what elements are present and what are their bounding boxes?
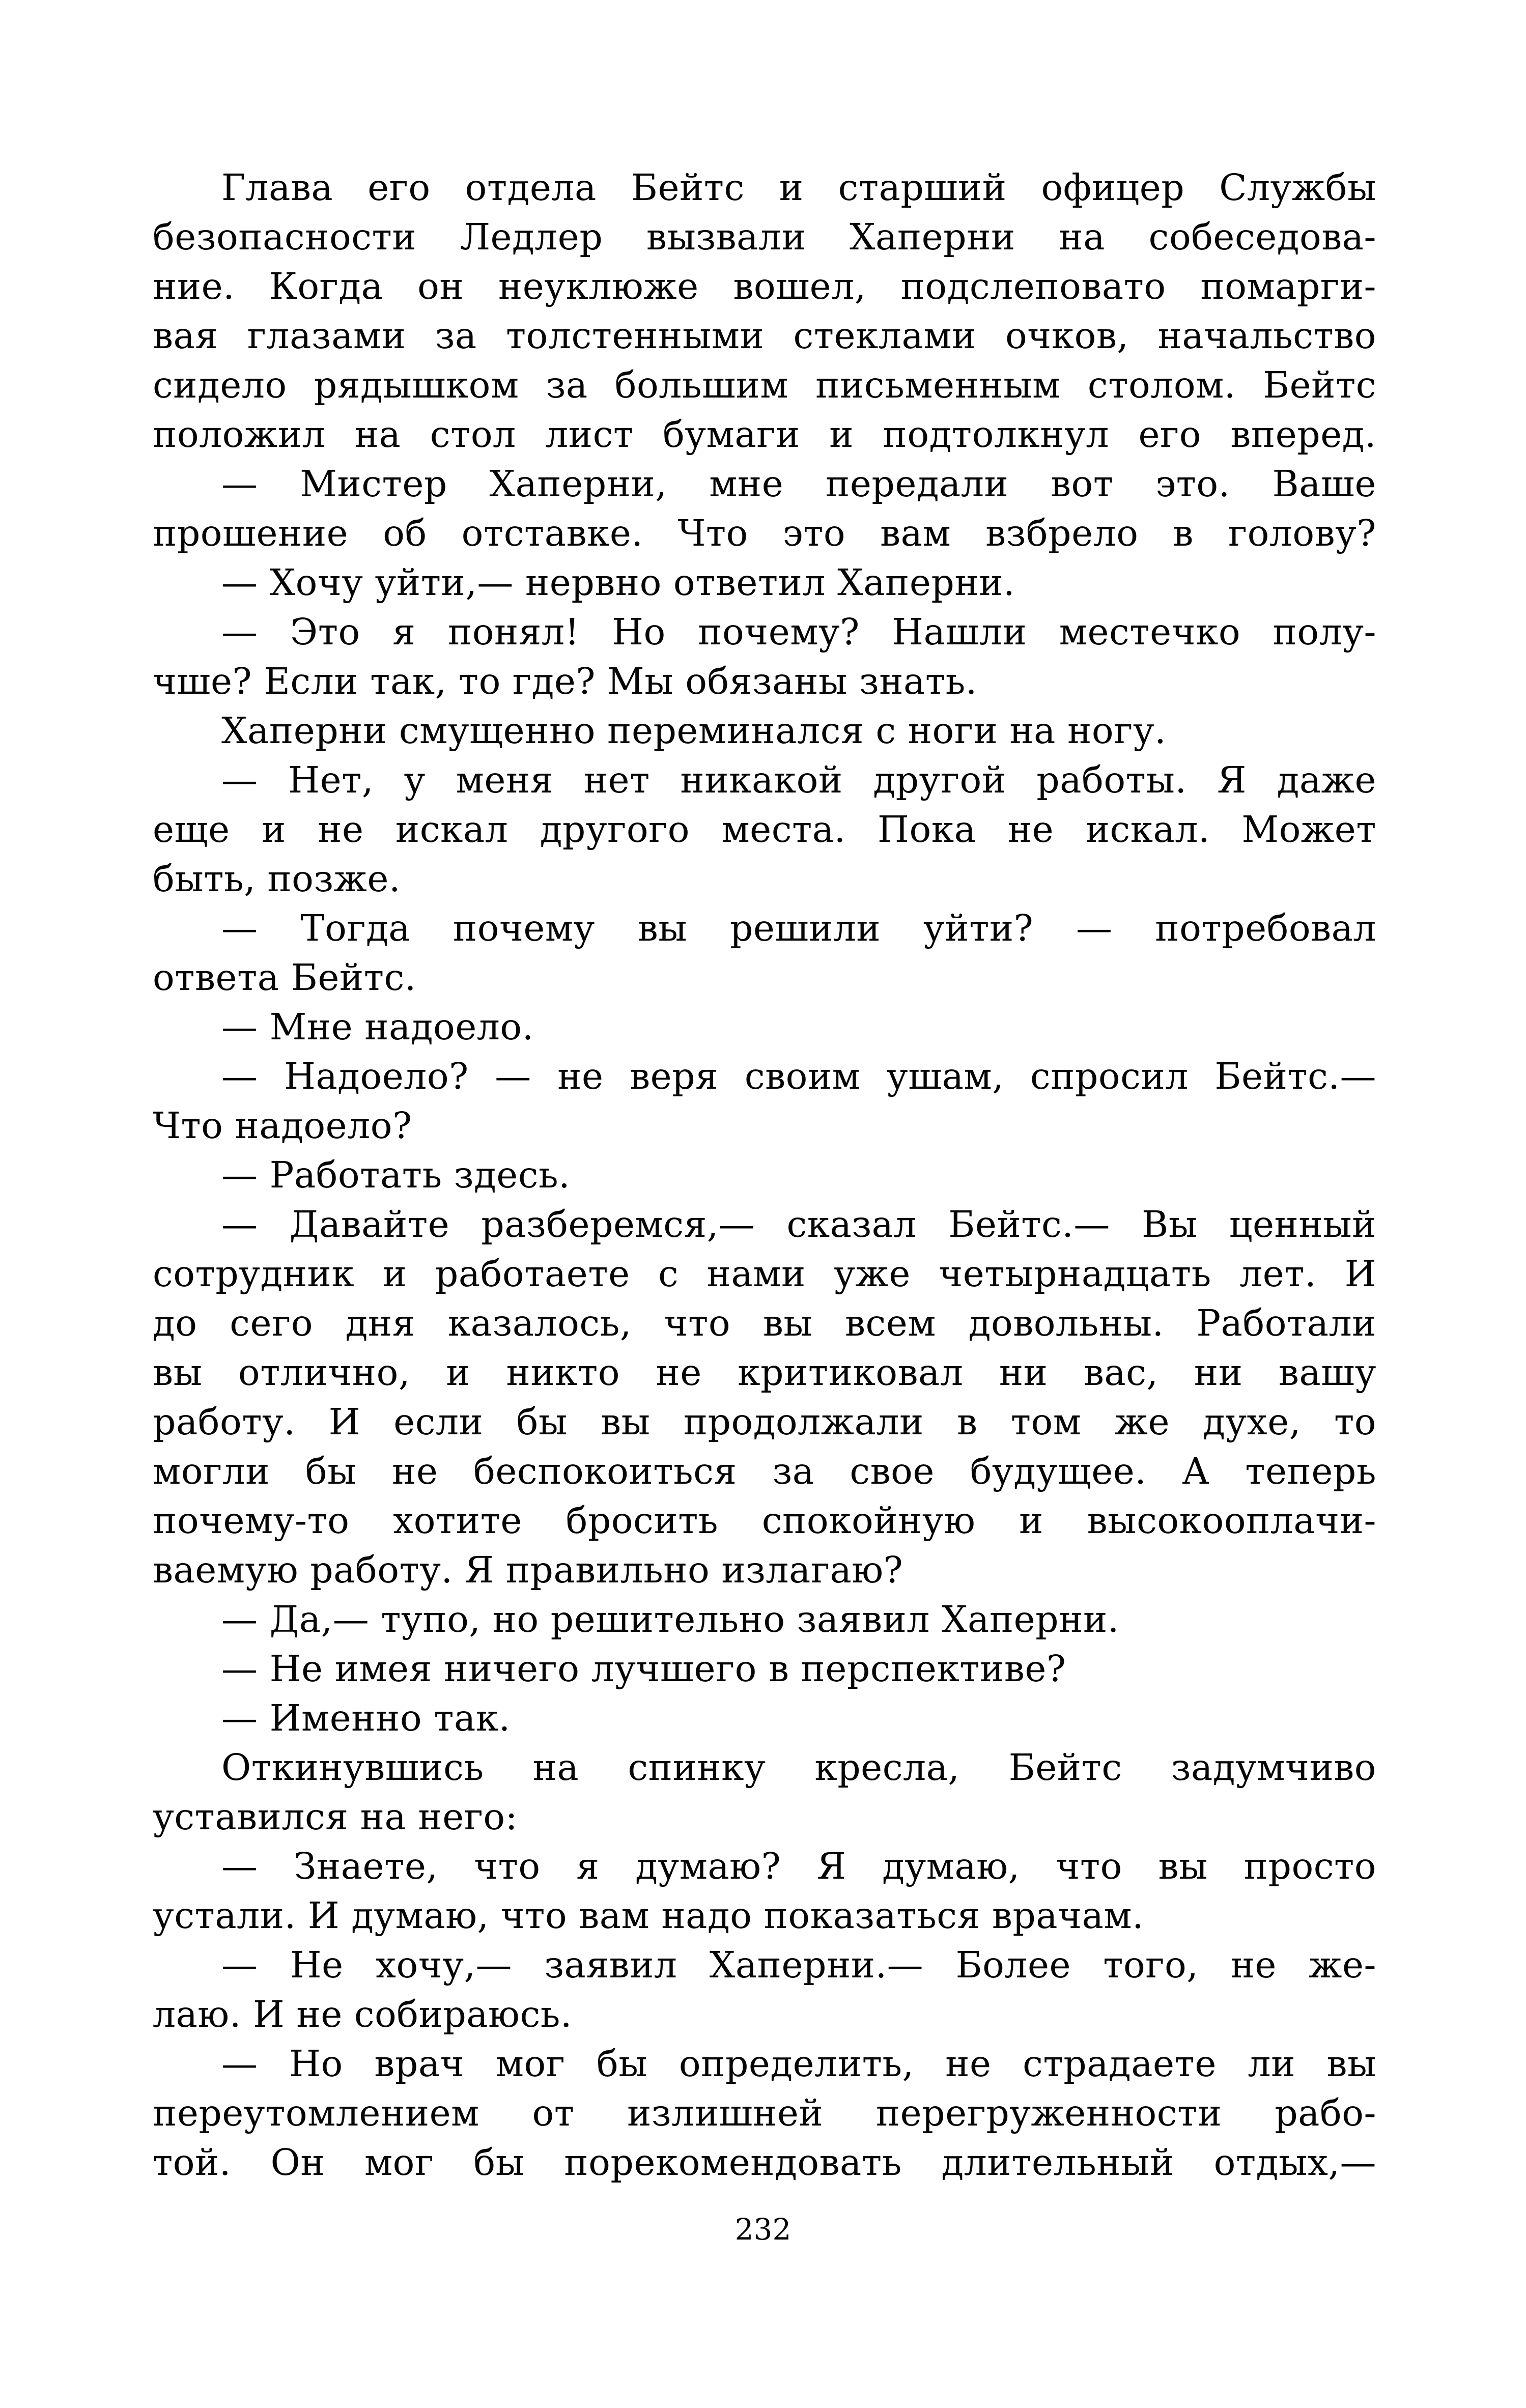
text-line: уставился на него: xyxy=(153,1796,518,1838)
text-line: — Нет, у меня нет никакой другой работы. Я даже xyxy=(221,759,1376,801)
text-line: — Мне надоело. xyxy=(221,1006,534,1048)
text-line: сидело рядышком за большим письменным столом. Бейтс xyxy=(153,364,1376,406)
text-line: — Не хочу,— заявил Хаперни.— Более того, не же- xyxy=(221,1944,1376,1986)
text-block xyxy=(153,163,1376,2187)
text-line: — Мистер Хаперни, мне передали вот это. Ваше xyxy=(221,463,1376,505)
text-line: — Знаете, что я думаю? Я думаю, что вы просто xyxy=(221,1845,1376,1887)
text-line: — Хочу уйти,— нервно ответил Хаперни. xyxy=(221,561,1015,604)
page-number: 232 xyxy=(734,2212,792,2247)
text-line: той. Он мог бы порекомендовать длительный отдых,— xyxy=(153,2141,1376,2184)
text-line: безопасности Ледлер вызвали Хаперни на собеседова- xyxy=(153,216,1376,258)
text-line: ние. Когда он неуклюже вошел, подслеповато помарги- xyxy=(153,265,1376,307)
text-line: еще и не искал другого места. Пока не искал. Может xyxy=(153,808,1376,851)
text-line: устали. И думаю, что вам надо показаться врачам. xyxy=(153,1894,1144,1937)
text-line: почему-то хотите бросить спокойную и высокооплачи- xyxy=(153,1499,1376,1542)
text-line: Хаперни смущенно переминался с ноги на ногу. xyxy=(221,710,1167,752)
text-line: — Именно так. xyxy=(221,1697,511,1739)
text-line: — Надоело? — не веря своим ушам, спросил Бейтс.— xyxy=(221,1055,1376,1097)
text-line: до сего дня казалось, что вы всем довольны. Работали xyxy=(153,1302,1376,1344)
text-line: — Давайте разберемся,— сказал Бейтс.— Вы ценный xyxy=(221,1203,1376,1245)
text-line: прошение об отставке. Что это вам взбрело в голову? xyxy=(153,512,1376,554)
text-line: — Тогда почему вы решили уйти? — потребовал xyxy=(221,907,1376,949)
text-line: Глава его отдела Бейтс и старший офицер Службы xyxy=(221,166,1376,209)
text-line: — Но врач мог бы определить, не страдаете ли вы xyxy=(221,2043,1376,2085)
text-line: лаю. И не собираюсь. xyxy=(153,1993,572,2035)
text-line: положил на стол лист бумаги и подтолкнул его вперед. xyxy=(153,413,1376,456)
text-line: — Работать здесь. xyxy=(221,1154,571,1196)
text-line: могли бы не беспокоиться за свое будущее. А теперь xyxy=(153,1450,1376,1492)
text-line: работу. И если бы вы продолжали в том же духе, то xyxy=(153,1401,1376,1443)
text-line: вы отлично, и никто не критиковал ни вас, ни вашу xyxy=(153,1351,1376,1394)
text-line: Откинувшись на спинку кресла, Бейтс задумчиво xyxy=(221,1746,1376,1789)
text-line: ответа Бейтс. xyxy=(153,956,416,999)
text-line: — Это я понял! Но почему? Нашли местечко полу- xyxy=(221,611,1376,653)
text-line: переутомлением от излишней перегруженности рабо- xyxy=(153,2092,1376,2134)
text-line: — Да,— тупо, но решительно заявил Хаперни. xyxy=(221,1598,1119,1640)
text-line: вая глазами за толстенными стеклами очков, начальство xyxy=(153,315,1376,357)
text-line: Что надоело? xyxy=(153,1104,412,1147)
text-line: — Не имея ничего лучшего в перспективе? xyxy=(221,1648,1066,1690)
text-line: чше? Если так, то где? Мы обязаны знать. xyxy=(153,660,977,702)
text-line: быть, позже. xyxy=(153,858,401,900)
text-line: ваемую работу. Я правильно излагаю? xyxy=(153,1549,903,1591)
text-line: сотрудник и работаете с нами уже четырнадцать лет. И xyxy=(153,1253,1376,1295)
